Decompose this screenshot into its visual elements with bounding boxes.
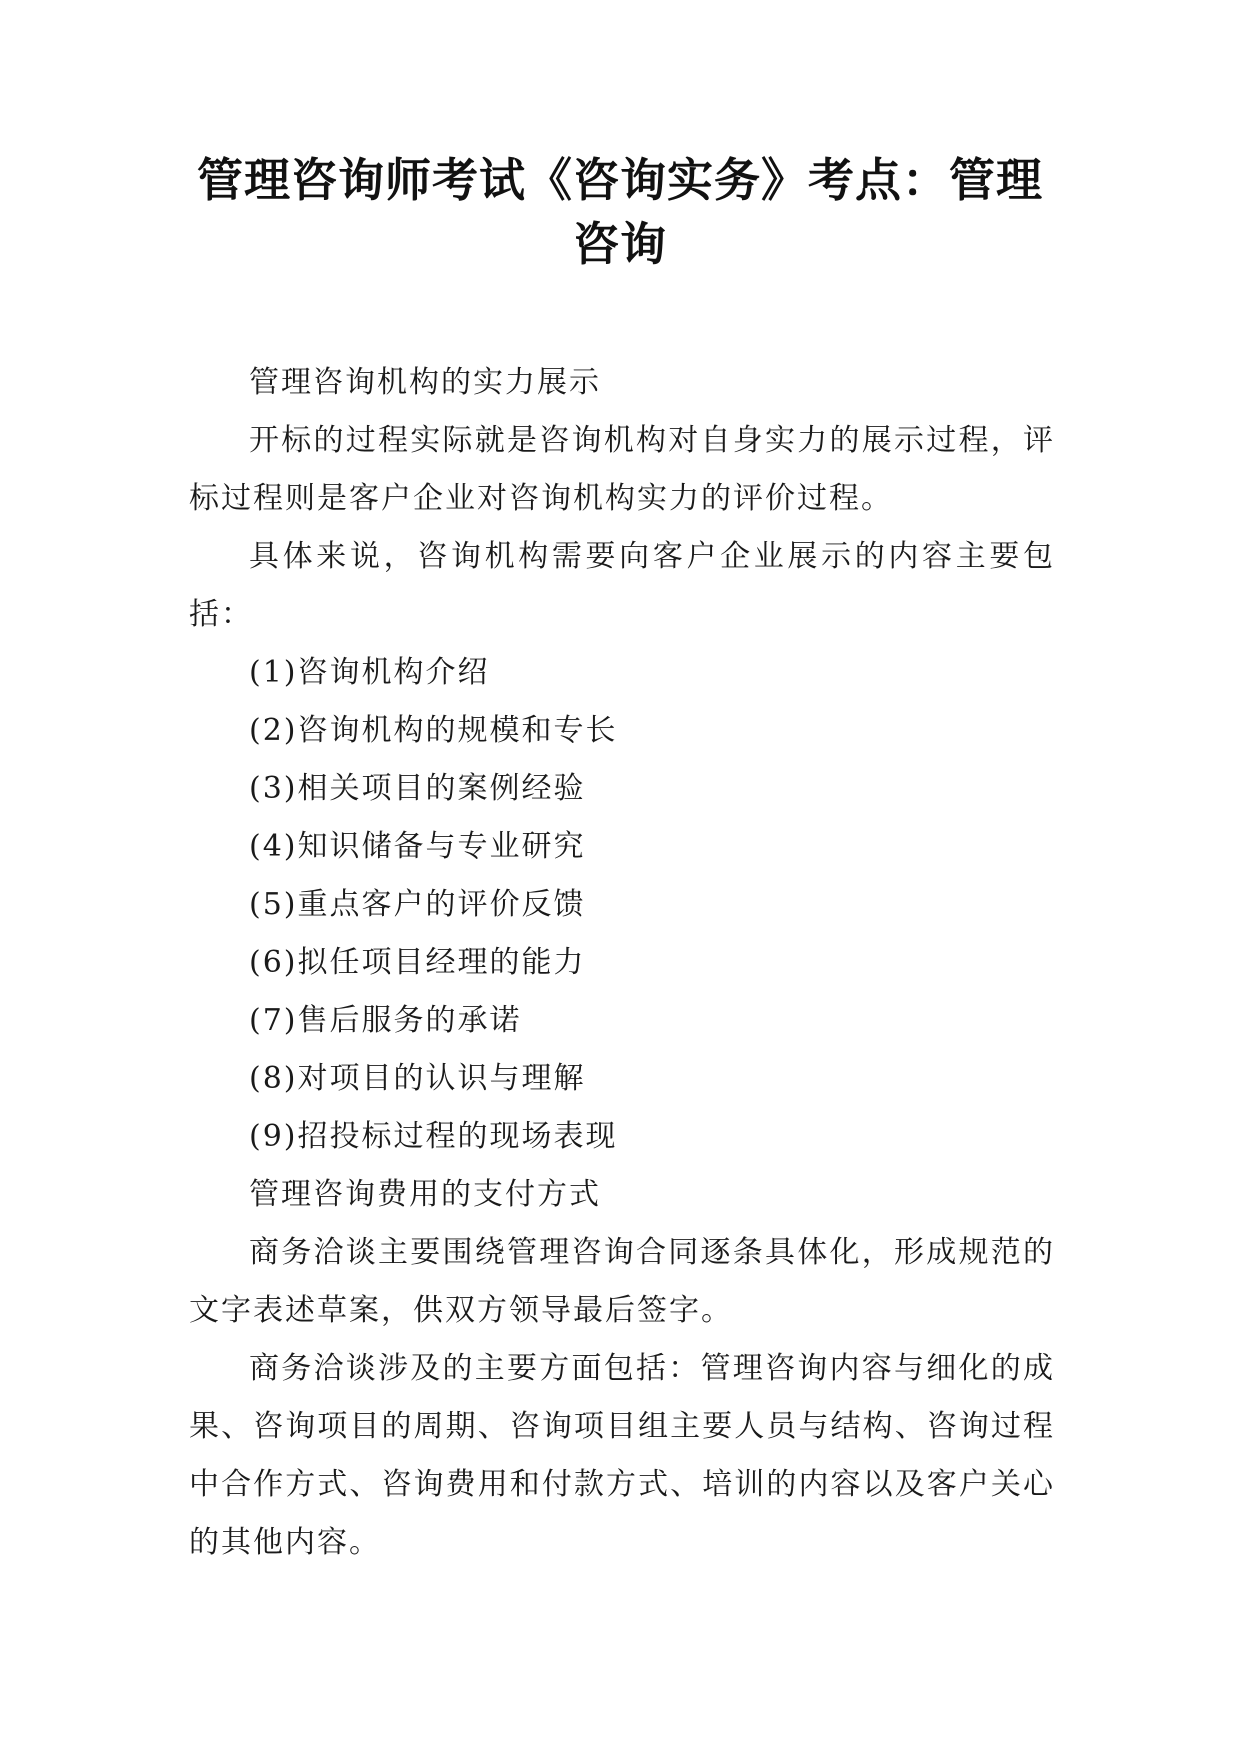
list-item: (7)售后服务的承诺 xyxy=(249,1003,522,1038)
paragraph: 商务洽谈主要围绕管理咨询合同逐条具体化，形成规范的文字表述草案，供双方领导最后签字。 xyxy=(189,1235,1055,1328)
list-item: (6)拟任项目经理的能力 xyxy=(249,945,586,980)
list-item: (2)咨询机构的规模和专长 xyxy=(249,713,618,748)
paragraph: 具体来说，咨询机构需要向客户企业展示的内容主要包括： xyxy=(189,539,1055,632)
section-heading: 管理咨询费用的支付方式 xyxy=(249,1177,601,1212)
paragraph: 商务洽谈涉及的主要方面包括：管理咨询内容与细化的成果、咨询项目的周期、咨询项目组主要人员与结构、咨询过程中合作方式、咨询费用和付款方式、培训的内容以及客户关心的其他内容。 xyxy=(189,1351,1055,1560)
section-heading: 管理咨询机构的实力展示 xyxy=(249,365,601,400)
paragraph: 开标的过程实际就是咨询机构对自身实力的展示过程，评标过程则是客户企业对咨询机构实力的评价过程。 xyxy=(189,423,1055,516)
document-body xyxy=(189,354,1055,1572)
list-item: (8)对项目的认识与理解 xyxy=(249,1061,586,1096)
list-item: (4)知识储备与专业研究 xyxy=(249,829,586,864)
document-title: 管理咨询师考试《咨询实务》考点：管理咨询 xyxy=(197,153,1043,271)
list-item: (1)咨询机构介绍 xyxy=(249,655,490,690)
list-item: (3)相关项目的案例经验 xyxy=(249,771,586,806)
list-item: (9)招投标过程的现场表现 xyxy=(249,1119,618,1154)
list-item: (5)重点客户的评价反馈 xyxy=(249,887,586,922)
